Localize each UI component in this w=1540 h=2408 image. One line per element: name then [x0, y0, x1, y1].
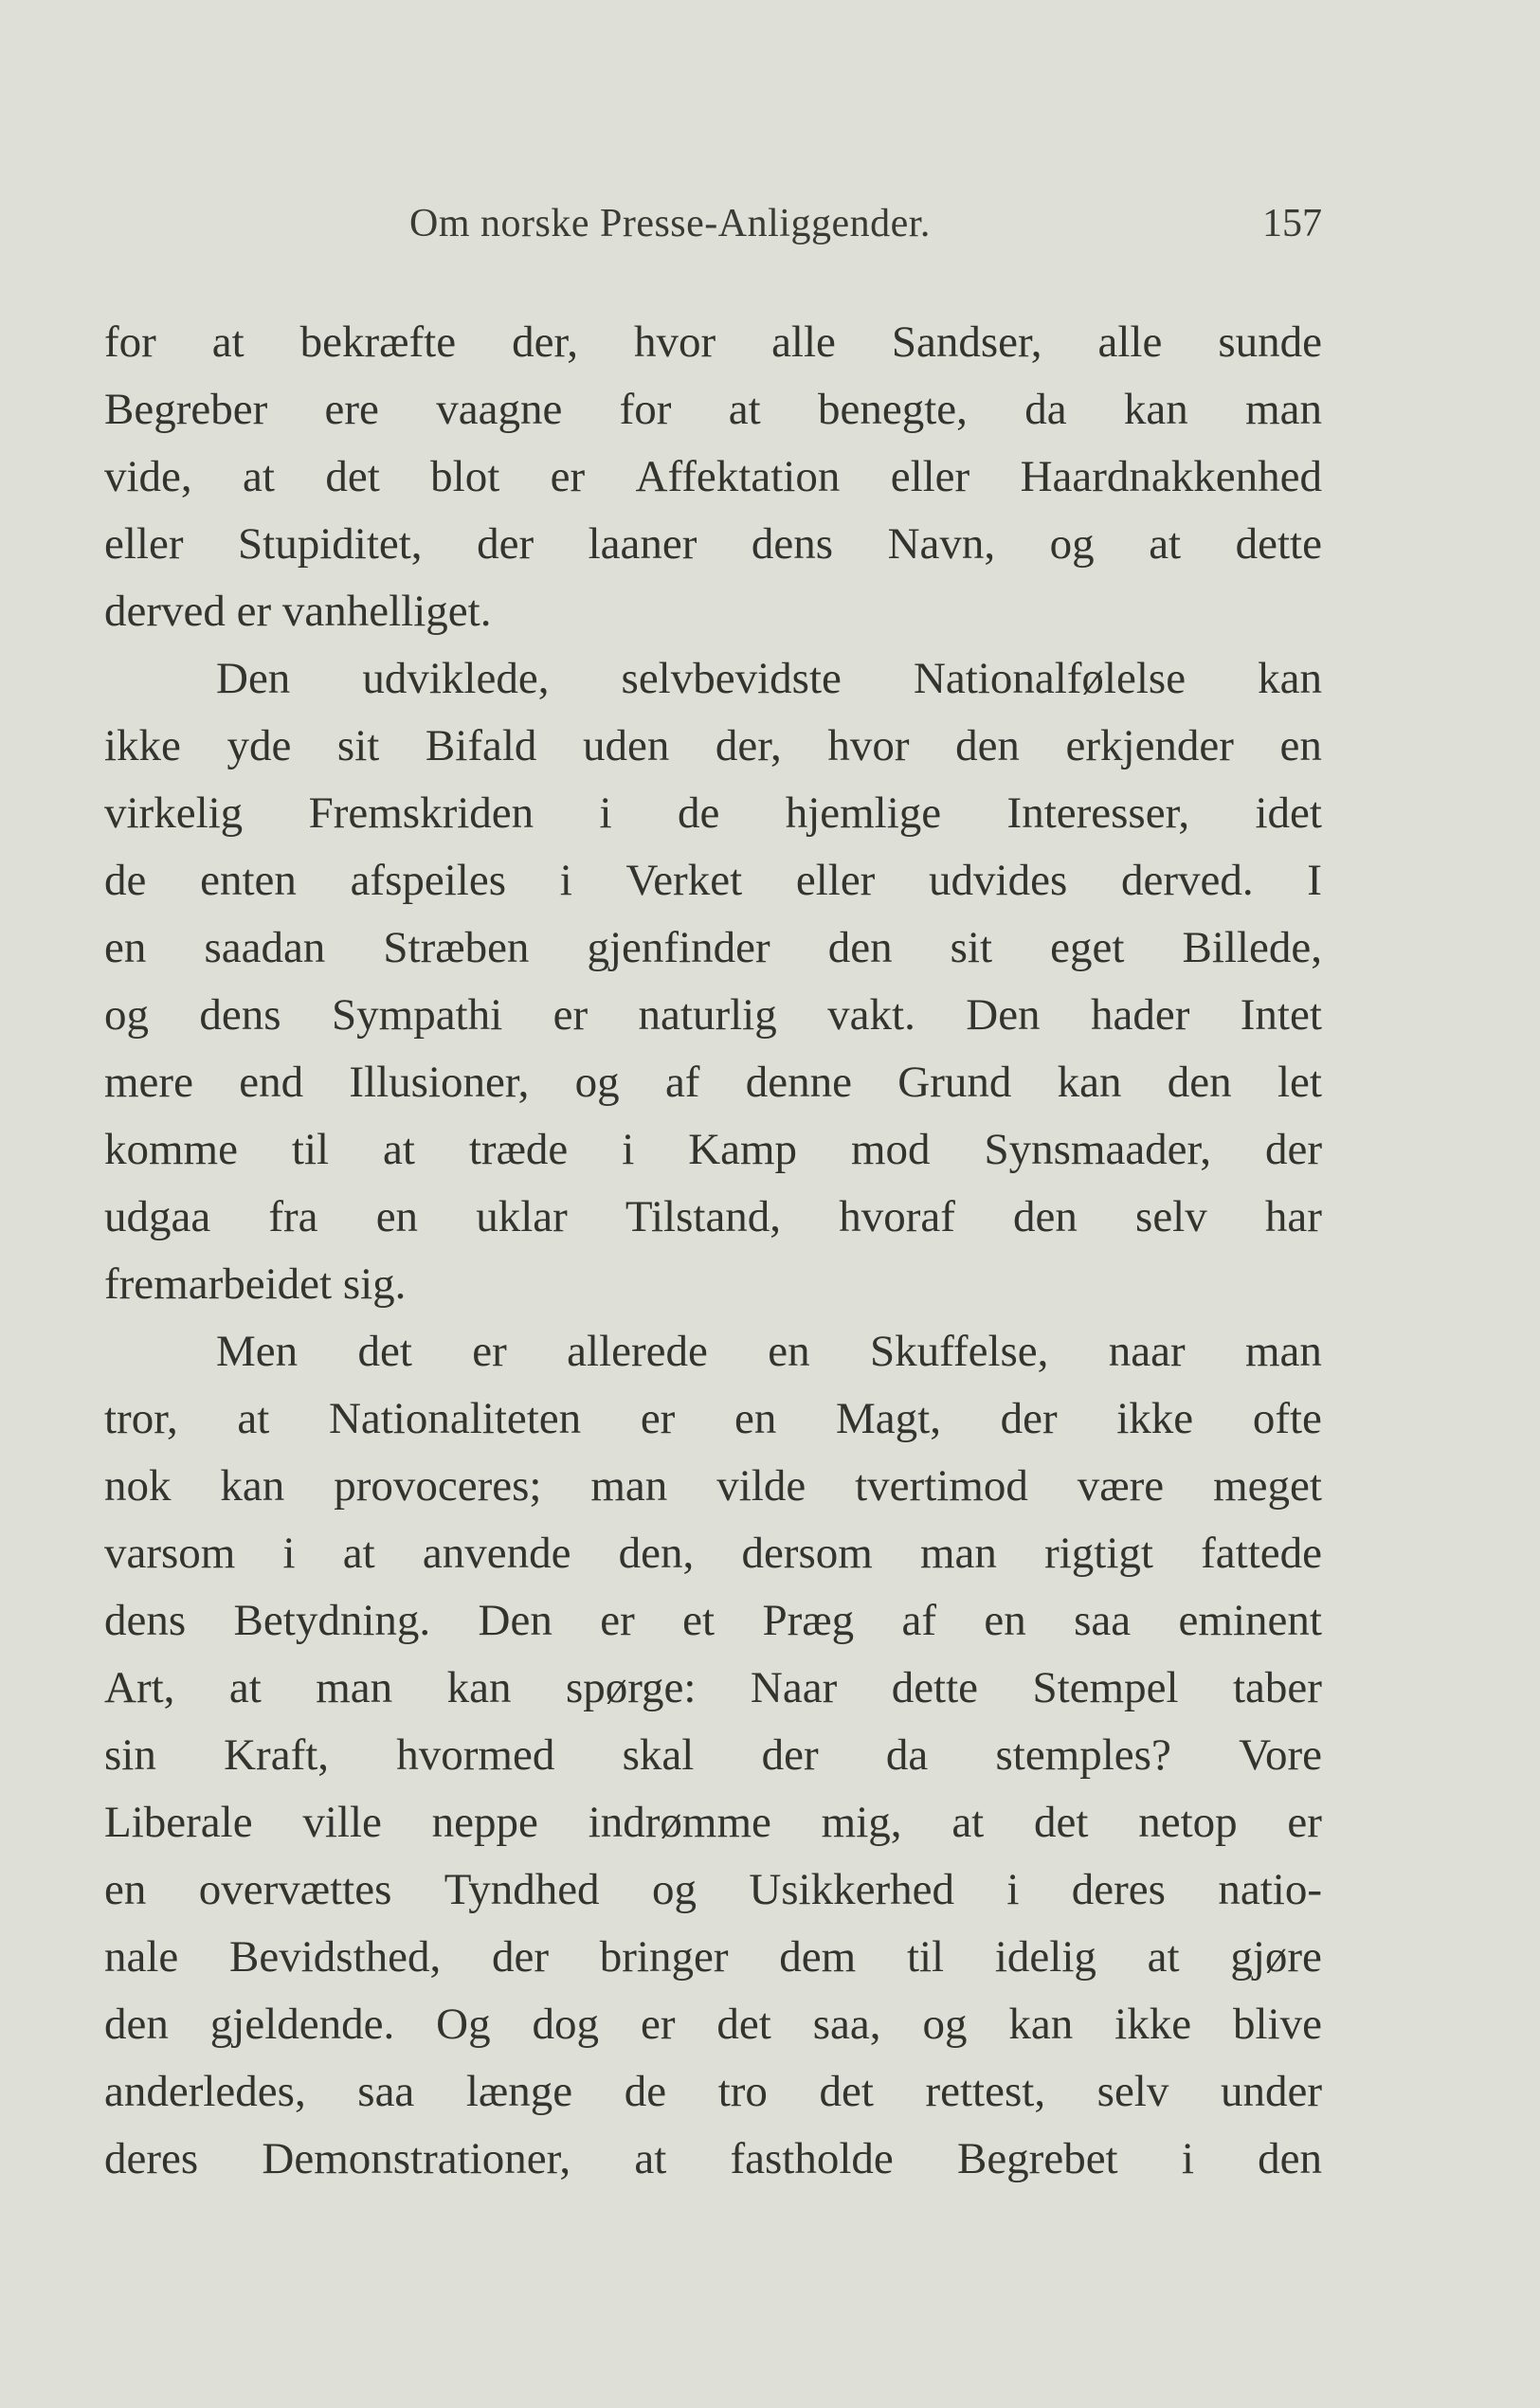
word: under — [1220, 2067, 1322, 2116]
word: at — [228, 1663, 262, 1712]
word: der — [1264, 1125, 1322, 1174]
word: den — [104, 2000, 169, 2049]
text-line — [104, 847, 1322, 914]
word: udvides — [929, 856, 1068, 905]
word: netop — [1138, 1798, 1238, 1847]
word: virkelig — [104, 788, 244, 838]
word: tro — [717, 2067, 768, 2116]
text-line — [104, 376, 1322, 444]
text-line — [104, 1924, 1322, 1991]
word: det — [716, 2000, 771, 2049]
word: blot — [430, 452, 500, 501]
word: denne — [745, 1058, 852, 1107]
word: og — [922, 2000, 968, 2049]
word: end — [239, 1058, 304, 1107]
word: da — [1024, 385, 1067, 434]
word: alle — [771, 317, 836, 367]
word: i — [599, 788, 612, 838]
word: og — [104, 990, 149, 1040]
word: Kamp — [688, 1125, 798, 1174]
word: mig, — [821, 1798, 902, 1847]
word: mere — [104, 1058, 193, 1107]
word: den — [955, 721, 1020, 770]
word: at — [951, 1798, 985, 1847]
word: naar — [1108, 1327, 1186, 1376]
text-line — [104, 1453, 1322, 1520]
word: Vore — [1239, 1730, 1322, 1780]
text-line — [104, 982, 1322, 1049]
word: Den — [966, 990, 1041, 1040]
text-line — [104, 1722, 1322, 1789]
word: saa, — [812, 2000, 881, 2049]
word: at — [1147, 1932, 1180, 1982]
word: en — [375, 1192, 419, 1241]
word: natio- — [1218, 1865, 1322, 1914]
text-line — [104, 1655, 1322, 1722]
word: varsom — [104, 1529, 236, 1578]
word: let — [1277, 1058, 1322, 1107]
word: i — [1181, 2134, 1194, 2183]
word: de — [677, 788, 720, 838]
word: træde — [468, 1125, 569, 1174]
word: Naar — [750, 1663, 838, 1712]
word: er — [472, 1327, 507, 1376]
word: eller — [795, 856, 876, 905]
word: der, — [715, 721, 782, 770]
word: og — [574, 1058, 620, 1107]
word: den — [827, 923, 893, 972]
word: tvertimod — [855, 1461, 1028, 1511]
word: saa — [1074, 1596, 1132, 1645]
word: gjøre — [1230, 1932, 1322, 1982]
word: Grund — [897, 1058, 1012, 1107]
word: er — [640, 2000, 676, 2049]
word: sin — [104, 1730, 156, 1780]
word: en — [734, 1394, 777, 1443]
word: er — [640, 1394, 676, 1443]
word: at — [211, 317, 245, 367]
word: kan — [1258, 654, 1322, 703]
word: er — [600, 1596, 635, 1645]
word: det — [357, 1327, 412, 1376]
word: anvende — [422, 1529, 571, 1578]
word: dette — [891, 1663, 979, 1712]
word: gjeldende. — [209, 2000, 395, 2049]
word: sit — [950, 923, 993, 972]
word: overvættes — [198, 1865, 392, 1914]
word: at — [1149, 519, 1182, 569]
word: Magt, — [835, 1394, 941, 1443]
text-line — [104, 780, 1322, 847]
word: saadan — [204, 923, 326, 972]
word: hvor — [827, 721, 910, 770]
word: anderledes, — [104, 2067, 306, 2116]
word: Sandser, — [891, 317, 1042, 367]
word: fattede — [1201, 1529, 1322, 1578]
word: Haardnakkenhed — [1020, 452, 1322, 501]
word: ikke — [104, 721, 181, 770]
word: Fremskriden — [308, 788, 534, 838]
word: de — [624, 2067, 667, 2116]
word: for — [104, 317, 156, 367]
word: udgaa — [104, 1192, 211, 1241]
word: Og — [436, 2000, 491, 2049]
word: Begreber — [104, 385, 268, 434]
word: Liberale — [104, 1798, 253, 1847]
page-number: 157 — [1262, 202, 1322, 245]
word: vakt. — [827, 990, 915, 1040]
word: en — [104, 923, 147, 972]
word: dens — [104, 1596, 187, 1645]
word: i — [559, 856, 572, 905]
text-line — [104, 2126, 1322, 2193]
word: eller — [890, 452, 970, 501]
word: rigtigt — [1044, 1529, 1153, 1578]
text-line — [104, 713, 1322, 780]
word: stemples? — [995, 1730, 1171, 1780]
word: eminent — [1178, 1596, 1322, 1645]
word: afspeiles — [350, 856, 506, 905]
word: det — [819, 2067, 874, 2116]
word: ikke — [1114, 2000, 1192, 2049]
word: kan — [1008, 2000, 1074, 2049]
word: rettest, — [925, 2067, 1046, 2116]
word: Billede, — [1182, 923, 1322, 972]
word: Den — [478, 1596, 553, 1645]
word: Betydning. — [233, 1596, 431, 1645]
text-line — [104, 1587, 1322, 1655]
word: man — [919, 1529, 997, 1578]
text-line — [104, 1520, 1322, 1587]
word: man — [590, 1461, 668, 1511]
word: i — [282, 1529, 296, 1578]
word: hvoraf — [839, 1192, 955, 1241]
word: Men — [216, 1327, 299, 1376]
word: man — [316, 1663, 393, 1712]
word: Nationalfølelse — [913, 654, 1187, 703]
word: hvor — [633, 317, 716, 367]
text-line — [104, 2058, 1322, 2126]
word: kan — [1123, 385, 1188, 434]
word: kan — [446, 1663, 512, 1712]
word: Begrebet — [956, 2134, 1118, 2183]
word: af — [664, 1058, 700, 1107]
word: bekræfte — [299, 317, 457, 367]
word: Tyndhed — [444, 1865, 600, 1914]
word: enten — [200, 856, 297, 905]
word: Art, — [104, 1663, 175, 1712]
word: uden — [582, 721, 670, 770]
word: neppe — [431, 1798, 538, 1847]
text-line — [104, 1385, 1322, 1453]
word: at — [342, 1529, 375, 1578]
text-line — [104, 1318, 1322, 1385]
word: den — [1013, 1192, 1078, 1241]
word: en — [104, 1865, 147, 1914]
text-line — [104, 914, 1322, 982]
word: naturlig — [638, 990, 777, 1040]
word: ikke — [1116, 1394, 1194, 1443]
word: dette — [1235, 519, 1322, 569]
word: sunde — [1218, 317, 1322, 367]
text-line — [104, 1116, 1322, 1184]
word: idelig — [994, 1932, 1096, 1982]
word: Usikkerhed — [749, 1865, 954, 1914]
word: at — [243, 452, 275, 501]
word: for — [619, 385, 672, 434]
word: da — [885, 1730, 929, 1780]
word: kan — [220, 1461, 285, 1511]
word: Interesser, — [1006, 788, 1190, 838]
word: Synsmaader, — [984, 1125, 1212, 1174]
word: i — [1006, 1865, 1020, 1914]
word: hader — [1090, 990, 1190, 1040]
word: Stræben — [383, 923, 530, 972]
word: selvbevidste — [621, 654, 842, 703]
word: Illusioner, — [349, 1058, 530, 1107]
word: bringer — [599, 1932, 729, 1982]
text-line — [104, 1184, 1322, 1251]
word: eget — [1050, 923, 1125, 972]
text-line: fremarbeidet sig. — [104, 1259, 407, 1309]
word: indrømme — [588, 1798, 771, 1847]
word: Bevidsthed, — [229, 1932, 442, 1982]
word: spørge: — [565, 1663, 697, 1712]
word: deres — [104, 2134, 199, 2183]
running-title: Om norske Presse-Anliggender. — [409, 202, 931, 245]
word: Tilstand, — [625, 1192, 782, 1241]
word: mod — [850, 1125, 931, 1174]
text-line — [104, 444, 1322, 511]
word: en — [768, 1327, 810, 1376]
text-line: derved er vanhelliget. — [104, 587, 492, 636]
word: man — [1245, 385, 1322, 434]
word: der — [761, 1730, 819, 1780]
text-line — [104, 1049, 1322, 1116]
word: til — [291, 1125, 330, 1174]
word: taber — [1232, 1663, 1322, 1712]
word: den — [1258, 2134, 1322, 2183]
word: den, — [618, 1529, 695, 1578]
word: kan — [1057, 1058, 1122, 1107]
word: erkjender — [1065, 721, 1234, 770]
word: nok — [104, 1461, 172, 1511]
word: at — [237, 1394, 270, 1443]
word: ofte — [1252, 1394, 1322, 1443]
word: at — [728, 385, 761, 434]
word: og — [651, 1865, 697, 1914]
word: der — [492, 1932, 550, 1982]
word: en — [984, 1596, 1026, 1645]
text-line — [104, 1991, 1322, 2058]
word: er — [1287, 1798, 1322, 1847]
word: uklar — [476, 1192, 568, 1241]
word: er — [553, 990, 589, 1040]
word: Skuffelse, — [869, 1327, 1049, 1376]
word: allerede — [567, 1327, 708, 1376]
word: hjemlige — [785, 788, 942, 838]
word: Stempel — [1032, 1663, 1179, 1712]
word: sit — [336, 721, 380, 770]
text-line — [104, 309, 1322, 376]
word: og — [1049, 519, 1095, 569]
word: at — [634, 2134, 667, 2183]
word: dersom — [741, 1529, 873, 1578]
word: meget — [1213, 1461, 1322, 1511]
word: der — [1000, 1394, 1058, 1443]
word: den — [1167, 1058, 1232, 1107]
word: derved. — [1120, 856, 1254, 905]
word: idet — [1255, 788, 1322, 838]
word: benegte, — [818, 385, 968, 434]
word: skal — [622, 1730, 695, 1780]
text-line — [104, 511, 1322, 578]
word: hvormed — [396, 1730, 555, 1780]
word: saa — [357, 2067, 415, 2116]
word: yde — [226, 721, 292, 770]
word: Bifald — [425, 721, 537, 770]
word: Demonstrationer, — [262, 2134, 571, 2183]
word: selv — [1135, 1192, 1207, 1241]
word: dens — [751, 519, 834, 569]
word: Præg — [762, 1596, 855, 1645]
word: Stupiditet, — [238, 519, 423, 569]
word: fastholde — [730, 2134, 894, 2183]
word: Den — [216, 654, 291, 703]
text-line — [104, 1856, 1322, 1924]
word: længe — [465, 2067, 573, 2116]
word: være — [1077, 1461, 1165, 1511]
word: en — [1279, 721, 1322, 770]
word: det — [1034, 1798, 1089, 1847]
word: gjenfinder — [587, 923, 770, 972]
word: udviklede, — [362, 654, 550, 703]
word: selv — [1096, 2067, 1169, 2116]
word: vaagne — [436, 385, 563, 434]
word: man — [1245, 1327, 1322, 1376]
word: Navn, — [887, 519, 996, 569]
text-line — [104, 645, 1322, 713]
word: dens — [199, 990, 281, 1040]
word: ville — [302, 1798, 382, 1847]
word: eller — [104, 519, 184, 569]
word: blive — [1233, 2000, 1322, 2049]
word: Verket — [625, 856, 743, 905]
word: de — [104, 856, 147, 905]
word: at — [383, 1125, 415, 1174]
word: komme — [104, 1125, 238, 1174]
word: laaner — [588, 519, 698, 569]
word: Intet — [1240, 990, 1322, 1040]
word: Sympathi — [332, 990, 503, 1040]
word: alle — [1097, 317, 1163, 367]
word: tror, — [104, 1394, 178, 1443]
word: Kraft, — [224, 1730, 330, 1780]
word: er — [550, 452, 586, 501]
word: i — [622, 1125, 635, 1174]
text-line — [104, 1789, 1322, 1856]
word: I — [1307, 856, 1322, 905]
word: deres — [1071, 1865, 1166, 1914]
word: der, — [512, 317, 578, 367]
word: har — [1264, 1192, 1322, 1241]
word: fra — [268, 1192, 318, 1241]
word: Affektation — [635, 452, 841, 501]
word: vide, — [104, 452, 192, 501]
word: ere — [324, 385, 379, 434]
word: dog — [532, 2000, 600, 2049]
word: af — [901, 1596, 936, 1645]
word: vilde — [716, 1461, 806, 1511]
word: et — [682, 1596, 716, 1645]
word: det — [325, 452, 380, 501]
word: Nationaliteten — [328, 1394, 582, 1443]
word: der — [477, 519, 534, 569]
body-text — [104, 309, 1322, 2193]
word: til — [906, 1932, 945, 1982]
word: dem — [779, 1932, 857, 1982]
word: provoceres; — [334, 1461, 542, 1511]
page-header — [104, 201, 1322, 258]
word: nale — [104, 1932, 179, 1982]
